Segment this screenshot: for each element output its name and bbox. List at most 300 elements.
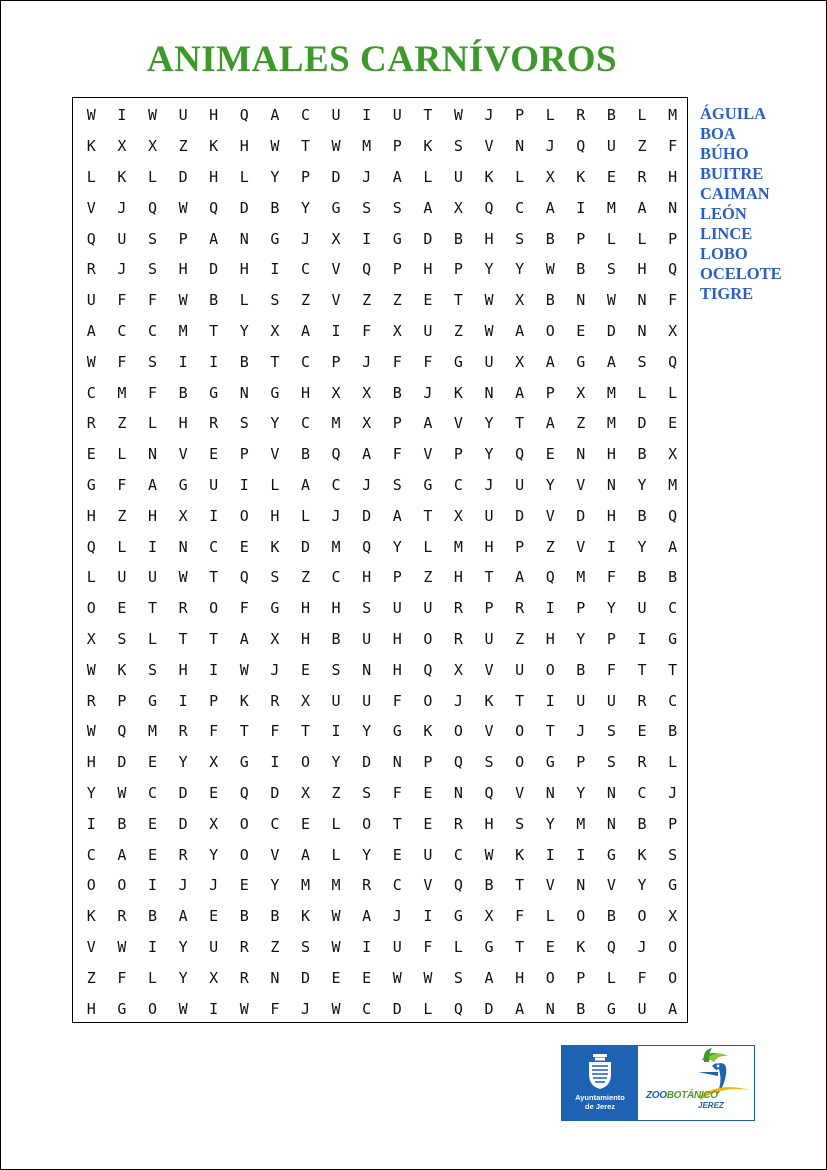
grid-cell: K: [453, 383, 463, 402]
grid-cell: N: [576, 876, 586, 895]
grid-cell: Y: [545, 475, 555, 494]
grid-cell: C: [331, 475, 341, 494]
word-list-item: TIGRE: [700, 284, 754, 303]
grid-cell: U: [392, 599, 402, 618]
grid-cell: U: [453, 167, 463, 186]
grid-cell: C: [453, 845, 463, 864]
grid-cell: R: [86, 260, 96, 279]
grid-cell: J: [576, 722, 586, 741]
grid-cell: N: [270, 968, 280, 987]
grid-cell: O: [515, 753, 525, 772]
grid-cell: X: [86, 629, 96, 648]
grid-cell: A: [423, 414, 433, 433]
grid-cell: F: [117, 291, 127, 310]
grid-cell: V: [423, 876, 433, 895]
grid-cell: V: [545, 506, 555, 525]
grid-cell: I: [209, 999, 219, 1018]
grid-cell: J: [637, 937, 647, 956]
grid-cell: B: [209, 291, 219, 310]
grid-cell: Y: [637, 537, 647, 556]
grid-cell: L: [86, 568, 96, 587]
grid-cell: J: [117, 198, 127, 217]
grid-cell: W: [239, 999, 249, 1018]
grid-cell: X: [545, 167, 555, 186]
word-list: [700, 104, 782, 304]
grid-cell: H: [484, 814, 494, 833]
grid-cell: U: [331, 106, 341, 125]
grid-cell: S: [484, 753, 494, 772]
grid-cell: W: [484, 291, 494, 310]
grid-cell: B: [576, 260, 586, 279]
grid-cell: F: [668, 137, 678, 156]
grid-cell: T: [453, 291, 463, 310]
grid-cell: U: [392, 106, 402, 125]
grid-cell: M: [331, 537, 341, 556]
grid-cell: S: [362, 198, 372, 217]
grid-cell: C: [147, 783, 157, 802]
grid-cell: D: [606, 321, 616, 340]
grid-cell: Q: [331, 445, 341, 464]
grid-cell: E: [147, 845, 157, 864]
grid-cell: V: [484, 722, 494, 741]
grid-cell: F: [117, 475, 127, 494]
grid-cell: X: [178, 506, 188, 525]
grid-cell: N: [668, 198, 678, 217]
grid-cell: Y: [484, 414, 494, 433]
grid-cell: T: [423, 106, 433, 125]
grid-cell: L: [86, 167, 96, 186]
grid-cell: K: [576, 167, 586, 186]
grid-cell: P: [453, 260, 463, 279]
grid-cell: E: [239, 876, 249, 895]
ayuntamiento-line2: de Jerez: [584, 1102, 616, 1111]
grid-cell: Q: [545, 568, 555, 587]
grid-cell: Q: [362, 537, 372, 556]
grid-cell: G: [484, 937, 494, 956]
grid-cell: E: [362, 968, 372, 987]
grid-cell: H: [239, 137, 249, 156]
grid-cell: J: [331, 506, 341, 525]
grid-cell: D: [117, 753, 127, 772]
grid-cell: Z: [362, 291, 372, 310]
grid-cell: L: [453, 937, 463, 956]
grid-cell: C: [300, 352, 310, 371]
grid-cell: A: [239, 629, 249, 648]
grid-cell: H: [515, 968, 525, 987]
grid-cell: K: [423, 722, 433, 741]
grid-cell: E: [576, 321, 586, 340]
grid-cell: T: [515, 414, 525, 433]
grid-cell: H: [300, 383, 310, 402]
grid-cell: Q: [147, 198, 157, 217]
grid-cell: E: [331, 968, 341, 987]
grid-cell: Q: [484, 783, 494, 802]
grid-cell: Y: [515, 260, 525, 279]
grid-cell: W: [178, 291, 188, 310]
grid-cell: O: [515, 722, 525, 741]
grid-cell: C: [209, 537, 219, 556]
grid-cell: C: [270, 814, 280, 833]
grid-cell: M: [362, 137, 372, 156]
grid-cell: Q: [668, 352, 678, 371]
grid-cell: G: [209, 383, 219, 402]
grid-cell: D: [331, 167, 341, 186]
grid-cell: J: [484, 475, 494, 494]
grid-cell: L: [606, 229, 616, 248]
grid-cell: I: [178, 352, 188, 371]
grid-cell: O: [668, 968, 678, 987]
grid-cell: W: [392, 968, 402, 987]
word-list-item: OCELOTE: [700, 264, 782, 283]
grid-cell: I: [147, 537, 157, 556]
grid-cell: P: [239, 445, 249, 464]
grid-cell: J: [668, 783, 678, 802]
grid-cell: D: [178, 783, 188, 802]
grid-cell: Q: [668, 260, 678, 279]
grid-cell: Q: [453, 753, 463, 772]
grid-cell: S: [362, 599, 372, 618]
grid-cell: R: [209, 414, 219, 433]
grid-cell: G: [270, 229, 280, 248]
grid-cell: C: [637, 783, 647, 802]
grid-cell: V: [86, 198, 96, 217]
grid-cell: P: [576, 599, 586, 618]
ayuntamiento-logo: [562, 1046, 638, 1120]
grid-cell: D: [270, 783, 280, 802]
grid-cell: L: [147, 968, 157, 987]
grid-cell: A: [515, 999, 525, 1018]
grid-cell: H: [86, 753, 96, 772]
grid-cell: W: [86, 722, 96, 741]
grid-cell: C: [331, 568, 341, 587]
grid-cell: U: [209, 475, 219, 494]
grid-cell: I: [576, 845, 586, 864]
grid-cell: P: [484, 599, 494, 618]
grid-cell: B: [545, 291, 555, 310]
grid-cell: W: [453, 106, 463, 125]
grid-cell: E: [209, 783, 219, 802]
grid-cell: U: [606, 691, 616, 710]
word-list-item: BOA: [700, 124, 736, 143]
grid-cell: X: [576, 383, 586, 402]
grid-cell: K: [86, 907, 96, 926]
grid-cell: B: [637, 568, 647, 587]
grid-cell: K: [423, 137, 433, 156]
grid-cell: G: [178, 475, 188, 494]
grid-cell: G: [331, 198, 341, 217]
grid-cell: B: [606, 907, 616, 926]
grid-cell: N: [606, 783, 616, 802]
grid-cell: B: [484, 876, 494, 895]
grid-cell: Y: [362, 722, 372, 741]
grid-cell: A: [668, 999, 678, 1018]
grid-cell: X: [209, 814, 219, 833]
grid-cell: O: [423, 691, 433, 710]
grid-cell: T: [392, 814, 402, 833]
grid-cell: K: [117, 167, 127, 186]
grid-cell: Z: [453, 321, 463, 340]
grid-cell: I: [362, 229, 372, 248]
grid-cell: R: [270, 691, 280, 710]
grid-cell: Q: [239, 106, 249, 125]
grid-cell: M: [668, 475, 678, 494]
grid-cell: E: [147, 814, 157, 833]
grid-cell: S: [606, 260, 616, 279]
grid-cell: F: [668, 291, 678, 310]
grid-cell: F: [117, 968, 127, 987]
grid-cell: C: [300, 414, 310, 433]
grid-cell: P: [178, 229, 188, 248]
grid-cell: A: [362, 907, 372, 926]
grid-cell: P: [668, 814, 678, 833]
grid-cell: R: [178, 722, 188, 741]
grid-cell: M: [300, 876, 310, 895]
grid-cell: H: [270, 506, 280, 525]
grid-cell: J: [117, 260, 127, 279]
grid-cell: Y: [270, 414, 280, 433]
grid-cell: C: [392, 876, 402, 895]
grid-cell: H: [423, 260, 433, 279]
grid-cell: O: [86, 599, 96, 618]
grid-cell: A: [392, 506, 402, 525]
grid-cell: S: [515, 229, 525, 248]
zoo-botanico-logo: [638, 1046, 754, 1120]
grid-cell: H: [606, 445, 616, 464]
grid-cell: W: [178, 568, 188, 587]
grid-cell: O: [86, 876, 96, 895]
grid-cell: T: [515, 876, 525, 895]
grid-cell: T: [178, 629, 188, 648]
grid-cell: H: [178, 260, 188, 279]
grid-cell: Y: [331, 753, 341, 772]
grid-cell: X: [209, 753, 219, 772]
grid-cell: G: [392, 229, 402, 248]
grid-cell: V: [515, 783, 525, 802]
grid-cell: E: [117, 599, 127, 618]
grid-cell: L: [239, 291, 249, 310]
grid-cell: U: [423, 321, 433, 340]
grid-cell: O: [545, 968, 555, 987]
grid-cell: S: [117, 629, 127, 648]
grid-cell: T: [209, 321, 219, 340]
grid-cell: I: [178, 691, 188, 710]
grid-cell: U: [117, 568, 127, 587]
grid-cell: T: [209, 629, 219, 648]
grid-cell: G: [270, 383, 280, 402]
grid-cell: H: [147, 506, 157, 525]
grid-cell: J: [362, 475, 372, 494]
zoo-bird-icon: [638, 1046, 756, 1122]
grid-cell: N: [515, 137, 525, 156]
grid-cell: Z: [117, 506, 127, 525]
grid-cell: D: [178, 814, 188, 833]
grid-cell: K: [209, 137, 219, 156]
grid-cell: Z: [515, 629, 525, 648]
grid-cell: H: [362, 568, 372, 587]
grid-cell: E: [86, 445, 96, 464]
grid-cell: E: [239, 537, 249, 556]
grid-cell: U: [515, 660, 525, 679]
grid-cell: N: [362, 660, 372, 679]
grid-cell: X: [392, 321, 402, 340]
grid-cell: V: [270, 845, 280, 864]
grid-cell: B: [270, 907, 280, 926]
grid-cell: H: [239, 260, 249, 279]
grid-cell: M: [576, 568, 586, 587]
grid-cell: V: [331, 291, 341, 310]
grid-cell: P: [606, 629, 616, 648]
grid-cell: N: [147, 445, 157, 464]
grid-cell: T: [484, 568, 494, 587]
grid-cell: Z: [270, 937, 280, 956]
grid-cell: J: [392, 907, 402, 926]
grid-cell: R: [86, 691, 96, 710]
grid-cell: S: [515, 814, 525, 833]
grid-cell: W: [331, 937, 341, 956]
grid-cell: Y: [576, 629, 586, 648]
grid-cell: Y: [300, 198, 310, 217]
grid-cell: A: [515, 321, 525, 340]
grid-cell: J: [178, 876, 188, 895]
grid-cell: Y: [178, 753, 188, 772]
grid-cell: H: [484, 537, 494, 556]
grid-cell: P: [668, 229, 678, 248]
grid-cell: U: [606, 137, 616, 156]
grid-cell: X: [147, 137, 157, 156]
grid-cell: D: [576, 506, 586, 525]
grid-cell: X: [270, 321, 280, 340]
grid-cell: L: [637, 106, 647, 125]
grid-cell: M: [117, 383, 127, 402]
grid-cell: S: [362, 783, 372, 802]
grid-cell: M: [606, 383, 616, 402]
grid-cell: N: [545, 999, 555, 1018]
grid-cell: A: [545, 414, 555, 433]
grid-cell: R: [239, 968, 249, 987]
grid-cell: N: [606, 475, 616, 494]
grid-cell: K: [637, 845, 647, 864]
grid-cell: V: [545, 876, 555, 895]
grid-cell: U: [423, 599, 433, 618]
grid-cell: X: [331, 229, 341, 248]
grid-cell: A: [515, 568, 525, 587]
grid-cell: E: [209, 445, 219, 464]
grid-cell: S: [606, 753, 616, 772]
grid-cell: H: [392, 660, 402, 679]
grid-cell: H: [178, 414, 188, 433]
grid-cell: X: [362, 414, 372, 433]
grid-cell: L: [606, 968, 616, 987]
grid-cell: D: [209, 260, 219, 279]
grid-cell: L: [545, 106, 555, 125]
grid-cell: E: [637, 722, 647, 741]
grid-cell: L: [147, 629, 157, 648]
word-list-item: LEÓN: [700, 204, 747, 223]
grid-cell: V: [576, 537, 586, 556]
grid-cell: P: [515, 537, 525, 556]
grid-cell: B: [117, 814, 127, 833]
grid-cell: S: [147, 352, 157, 371]
grid-cell: I: [362, 106, 372, 125]
grid-cell: R: [453, 599, 463, 618]
grid-cell: L: [668, 753, 678, 772]
grid-cell: X: [668, 321, 678, 340]
grid-cell: S: [392, 198, 402, 217]
grid-cell: V: [270, 445, 280, 464]
grid-cell: U: [484, 629, 494, 648]
grid-cell: X: [453, 506, 463, 525]
grid-cell: Y: [392, 537, 402, 556]
grid-cell: T: [637, 660, 647, 679]
grid-cell: X: [453, 198, 463, 217]
grid-cell: Q: [86, 229, 96, 248]
grid-cell: D: [239, 198, 249, 217]
grid-cell: N: [239, 383, 249, 402]
grid-cell: W: [606, 291, 616, 310]
grid-cell: G: [545, 753, 555, 772]
grid-cell: L: [668, 383, 678, 402]
grid-cell: K: [484, 167, 494, 186]
grid-cell: D: [362, 506, 372, 525]
zoo-city: JEREZ: [698, 1101, 724, 1110]
grid-cell: N: [576, 291, 586, 310]
grid-cell: R: [117, 907, 127, 926]
grid-cell: W: [86, 660, 96, 679]
grid-cell: Y: [209, 845, 219, 864]
grid-cell: F: [392, 691, 402, 710]
grid-cell: F: [147, 383, 157, 402]
grid-cell: V: [331, 260, 341, 279]
grid-cell: Z: [545, 537, 555, 556]
grid-cell: F: [147, 291, 157, 310]
grid-cell: W: [86, 106, 96, 125]
grid-cell: E: [545, 445, 555, 464]
grid-cell: Q: [515, 445, 525, 464]
grid-cell: S: [147, 660, 157, 679]
grid-cell: I: [331, 722, 341, 741]
grid-cell: P: [392, 568, 402, 587]
grid-cell: G: [117, 999, 127, 1018]
grid-cell: E: [606, 167, 616, 186]
grid-cell: D: [423, 229, 433, 248]
grid-cell: R: [362, 876, 372, 895]
grid-cell: L: [117, 537, 127, 556]
grid-cell: Y: [239, 321, 249, 340]
grid-cell: H: [86, 999, 96, 1018]
grid-cell: R: [453, 629, 463, 648]
grid-cell: Z: [300, 568, 310, 587]
grid-cell: U: [86, 291, 96, 310]
grid-cell: Z: [300, 291, 310, 310]
grid-cell: F: [392, 783, 402, 802]
grid-cell: B: [300, 445, 310, 464]
grid-cell: S: [453, 968, 463, 987]
grid-cell: L: [545, 907, 555, 926]
grid-cell: M: [147, 722, 157, 741]
grid-cell: A: [545, 198, 555, 217]
grid-cell: O: [545, 321, 555, 340]
grid-cell: K: [484, 691, 494, 710]
grid-cell: Y: [270, 167, 280, 186]
grid-cell: H: [392, 629, 402, 648]
grid-cell: K: [515, 845, 525, 864]
grid-cell: V: [453, 414, 463, 433]
grid-cell: L: [515, 167, 525, 186]
grid-cell: I: [270, 753, 280, 772]
grid-cell: F: [117, 352, 127, 371]
grid-cell: S: [270, 568, 280, 587]
grid-cell: X: [515, 352, 525, 371]
